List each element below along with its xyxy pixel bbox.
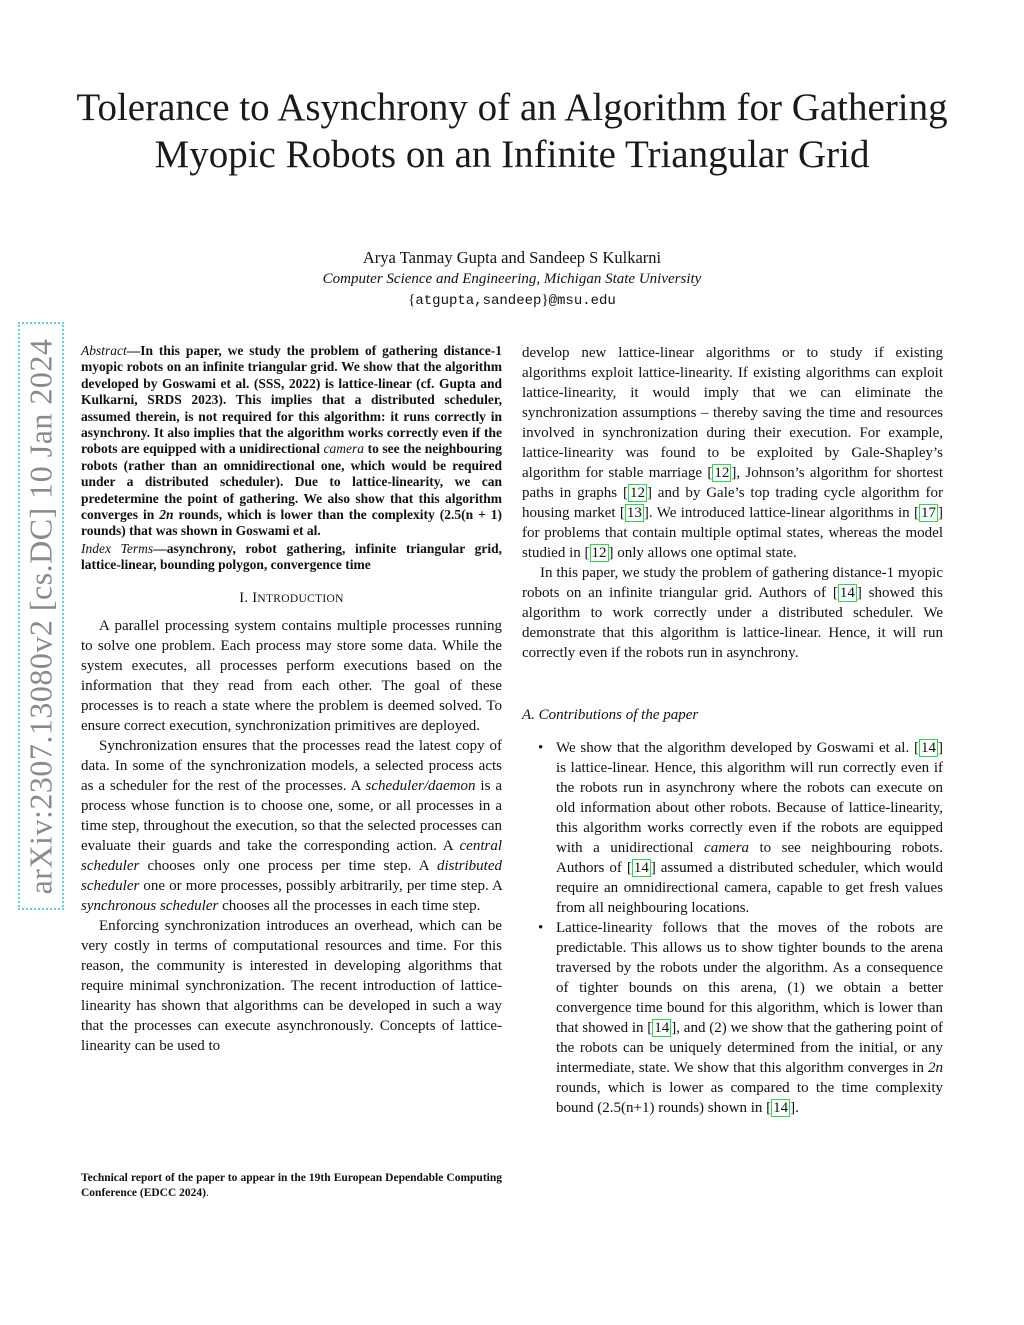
text: Lattice-linearity follows that the moves of the robots are predictable. This allows us to show tighter bounds to the arena traversed by the robots under the algorithm. As a consequence of tighter bounds on this arena, (1) we obtain a better convergence time bound for this algorithm, which is lower than that showed in	[556, 920, 943, 1036]
arxiv-id: arXiv:2307.13080v2 [cs.DC] 10 Jan 2024	[22, 338, 59, 894]
text: rounds) shown in	[654, 1100, 767, 1116]
term: distributed scheduler	[81, 857, 502, 894]
abstract-math: 2n	[159, 507, 174, 523]
abstract-math: (2.5(n + 1)	[439, 507, 502, 523]
citation-link[interactable]: 17	[921, 505, 936, 521]
email-domain: @msu.edu	[548, 293, 616, 309]
abstract-text: —In this paper, we study the problem of gathering distance-1 myopic robots on an infinite triangular grid. We show that the algorithm developed by Goswami et al. (SSS, 2022) is lattice-linear (cf. Gupta and Kulkarni, SRDS 2023). This implies that a distributed scheduler, assumed therein, is not required for this algorithm: it runs correctly in asynchrony. It also implies that the algorithm works correctly even if the robots are equipped with a unidirectional	[81, 343, 502, 457]
footnote-end: .	[205, 1186, 209, 1199]
email: {atgupta,sandeep}@msu.edu	[408, 292, 616, 309]
paragraph: develop new lattice-linear algorithms or to study if existing algorithms exploit lattice-linearity. If existing algorithms can exploit lattice-linearity, it would imply that we can eliminate the synchronization assumptions – thereby saving the time and resources involved in synchronization during their execution. For example, lattice-linearity was found to be exploited by Gale-Shapley’s algorithm for stable marriage [ 12 ], Johnson’s algorithm for shortest paths in graphs [ 12 ] and by Gale’s top trading cycle algorithm for housing market [ 13 ]. We introduced lattice-linear algorithms in [ 17 ] for problems that contain multiple optimal states, whereas the model studied in [ 12 ] only allows one optimal state.	[522, 345, 943, 561]
text: showed this algorithm to work correctly under a distributed scheduler. We demonstrate that this algorithm is lattice-linear. Hence, it will run correctly even if the robots run in asynchrony.	[522, 585, 944, 661]
citation-link[interactable]: 12	[714, 465, 730, 481]
citation-link[interactable]: 14	[839, 585, 855, 601]
text: one or more processes, possibly arbitrarily, per time step. A	[139, 877, 502, 894]
citation-link[interactable]: 14	[921, 740, 936, 756]
text: rounds, which is lower as compared to the time complexity bound	[556, 1080, 943, 1116]
text: chooses only one process per time step. A	[139, 857, 437, 874]
text: We show that the algorithm developed by Goswami et al.	[556, 740, 914, 756]
citation-link[interactable]: 12	[591, 545, 607, 561]
text: is lattice-linear. Hence, this algorithm will run correctly even if the robots run in asynchrony where the robots can execute on old information about other robots. Because of lattice-linearity, this algorithm works correctly even if the robots are equipped with a unidirectional	[556, 760, 943, 856]
citation-link[interactable]: 13	[626, 505, 642, 521]
right-column	[522, 343, 943, 1118]
term: scheduler/daemon	[365, 777, 476, 794]
abstract-label: Abstract	[81, 343, 127, 358]
paragraph: A parallel processing system contains multiple processes running to solve one problem. Each process may store some data. While the system executes, all processes perform executions based on the information that they read from each other. The goal of these processes is to reach a state where the problem is deemed solved. To ensure correct execution, synchronization primitives are deployed.	[81, 617, 502, 734]
abstract-text: to see the neighbouring robots (rather than an omnidirectional one, which would be required under a distributed scheduler). Due to lattice-linearity, we can predetermine the point of gathering. We also show that this algorithm converges in	[81, 441, 502, 523]
section-heading-introduction	[81, 590, 502, 607]
index-terms-text: —asynchrony, robot gathering, infinite triangular grid, lattice-linear, bounding polygon, convergence time	[81, 540, 503, 573]
text: , and (2) we show that the gathering point of the robots can be uniquely determined from the initial, or any intermediate, state. We show that this algorithm converges in	[556, 1020, 943, 1076]
text: for problems that contain multiple optimal states, whereas the model studied in	[522, 525, 943, 561]
text: , Johnson’s algorithm for shortest paths in graphs	[522, 465, 943, 501]
list-item: • We show that the algorithm developed by Goswami et al. [ 14 ] is lattice-linear. Hence, this algorithm will run correctly even if the robots run in asynchrony where the robots can execute on old information about other robots. Because of lattice-linearity, this algorithm works correctly even if the robots are equipped with a unidirectional camera to see neighbouring robots. Authors of [ 14 ] assumed a distributed scheduler, which would require an omnidirectional camera, capable to get fresh values from all neighbouring locations.	[522, 738, 943, 918]
affiliation: Computer Science and Engineering, Michigan State University	[322, 271, 702, 287]
footnote-text: Technical report of the paper to appear in the 19th European Dependable Computing Conference (EDCC 2024)	[81, 1172, 502, 1199]
text: only allows one optimal state.	[613, 545, 797, 561]
section-number: I. I	[239, 589, 258, 606]
abstract-text: rounds) that was shown in Goswami et al.	[81, 523, 321, 539]
abstract-text: rounds, which is lower than the complexity	[173, 507, 440, 523]
math: 2n	[928, 1060, 943, 1076]
paragraph	[81, 736, 502, 916]
text: . We introduced lattice-linear algorithms in	[648, 505, 914, 521]
text: to see neighbouring robots. Authors of	[556, 840, 943, 876]
text: is a process whose function is to choose one, some, or all processes in a time step, throughout the execution, so that the selected processes can evaluate their guards and take the corresponding action. A	[81, 777, 502, 854]
text: chooses all the processes in each time step.	[218, 897, 481, 914]
term: camera	[704, 840, 750, 856]
section-title: NTRODUCTION	[257, 592, 344, 605]
citation-link[interactable]: 14	[654, 1020, 670, 1036]
paragraph: Enforcing synchronization introduces an overhead, which can be very costly in terms of computational resources and time. For this reason, the community is interested in developing algorithms that require minimal synchronization. The recent introduction of lattice-linearity has shown that algorithms can be developed in such a way that the processes can execute asynchronously. Concepts of lattice-linearity can be used to	[81, 917, 502, 1054]
term: central scheduler	[81, 837, 502, 874]
subsection-heading: A. Contributions of the paper	[522, 707, 699, 723]
citation-link[interactable]: 14	[633, 860, 649, 876]
abstract	[81, 343, 502, 540]
text: .	[795, 1100, 799, 1116]
text: and by Gale’s top trading cycle algorithm for housing market	[522, 485, 943, 521]
authors: Arya Tanmay Gupta and Sandeep S Kulkarni	[362, 248, 662, 267]
citation-link[interactable]: 14	[773, 1100, 789, 1116]
term: synchronous scheduler	[81, 897, 219, 914]
left-column	[81, 343, 502, 1056]
math: (2.5(n+1)	[597, 1100, 655, 1116]
index-terms	[81, 541, 502, 574]
citation-link[interactable]: 12	[629, 485, 645, 501]
paragraph: In this paper, we study the problem of gathering distance-1 myopic robots on an infinite triangular grid. Authors of [ 14 ] showed this algorithm to work correctly under a distributed scheduler. We demonstrate that this algorithm is lattice-linear. Hence, it will run correctly even if the robots run in asynchrony.	[522, 565, 944, 661]
contributions-list	[522, 738, 943, 1118]
arxiv-sidebar-stamp	[18, 322, 64, 910]
text: In this paper, we study the problem of gathering distance-1 myopic robots on an infinite triangular grid. Authors of	[522, 565, 943, 601]
email-users: atgupta,sandeep	[415, 293, 542, 309]
list-item: • Lattice-linearity follows that the moves of the robots are predictable. This allows us to show tighter bounds to the arena traversed by the robots under the algorithm. As a consequence of tighter bounds on this arena, (1) we obtain a better convergence time bound for this algorithm, which is lower than that showed in [ 14 ], and (2) we show that the gathering point of the robots can be uniquely determined from the initial, or any intermediate, state. We show that this algorithm converges in 2n rounds, which is lower as compared to the time complexity bound (2.5(n+1) rounds) shown in [ 14 ].	[522, 918, 943, 1118]
index-terms-label: Index Terms	[81, 540, 154, 556]
text: assumed a distributed scheduler, which would require an omnidirectional camera, capable to get fresh values from all neighbouring locations.	[556, 860, 943, 916]
text: Synchronization ensures that the processes read the latest copy of data. In some of the synchronization models, a selected process acts as a scheduler for the rest of the processes. A	[81, 737, 502, 794]
text: develop new lattice-linear algorithms or to study if existing algorithms exploit lattice-linearity. If existing algorithms can exploit lattice-linearity, it would imply that we can eliminate the synchronization assumptions – thereby saving the time and resources involved in synchronization during their execution. For example, lattice-linearity was found to be exploited by Gale-Shapley’s algorithm for stable marriage	[522, 345, 943, 481]
abstract-camera: camera	[323, 441, 365, 457]
footnote	[81, 1171, 502, 1200]
paper-title: Tolerance to Asynchrony of an Algorithm for Gathering Myopic Robots on an Infinite Triangular Grid	[76, 86, 948, 176]
